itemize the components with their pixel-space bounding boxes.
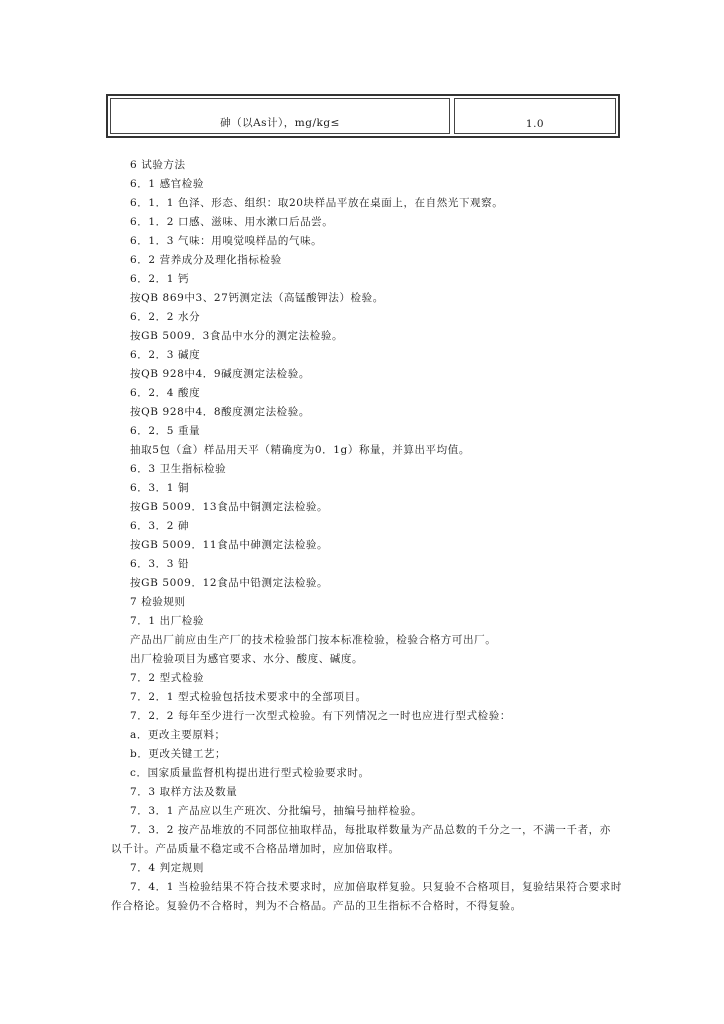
arsenic-limit-value: 1.0 xyxy=(525,118,545,130)
list-item: c．国家质量监督机构提出进行型式检验要求时。 xyxy=(130,767,370,779)
item-heading: 6．2．3 碱度 xyxy=(130,349,201,361)
subsection-heading: 6．3 卫生指标检验 xyxy=(130,463,227,475)
paragraph: 6．1．3 气味：用嗅觉嗅样品的气味。 xyxy=(130,235,323,247)
paragraph: 7．2．2 每年至少进行一次型式检验。有下列情况之一时也应进行型式检验： xyxy=(130,710,511,722)
subsection-heading: 7．1 出厂检验 xyxy=(130,615,204,627)
item-heading: 6．3．1 铜 xyxy=(130,482,190,494)
paragraph: 7．3．2 按产品堆放的不同部位抽取样品，每批取样数量为产品总数的千分之一，不满一千者，亦 xyxy=(130,824,611,836)
paragraph: 按QB 869中3、27钙测定法（高锰酸钾法）检验。 xyxy=(130,292,384,304)
paragraph: 6．1．2 口感、滋味、用水漱口后品尝。 xyxy=(130,216,334,228)
subsection-heading: 6．2 营养成分及理化指标检验 xyxy=(130,254,282,266)
paragraph: 按QB 928中4．8酸度测定法检验。 xyxy=(130,406,310,418)
item-heading: 6．2．5 重量 xyxy=(130,425,201,437)
paragraph: 7．4．1 当检验结果不符合技术要求时，应加倍取样复验。只复验不合格项目，复验结果符合要求时 xyxy=(130,881,622,893)
paragraph: 6．1．1 色泽、形态、组织：取20块样品平放在桌面上，在自然光下观察。 xyxy=(130,197,504,209)
subsection-heading: 6．1 感官检验 xyxy=(130,178,204,190)
paragraph: 7．2．1 型式检验包括技术要求中的全部项目。 xyxy=(130,691,367,703)
list-item: b．更改关键工艺； xyxy=(130,748,227,760)
paragraph: 按GB 5009．3食品中水分的测定法检验。 xyxy=(130,330,344,342)
item-heading: 6．3．3 铅 xyxy=(130,558,190,570)
section-heading: 7 检验规则 xyxy=(130,596,186,608)
arsenic-limit-label: 砷（以As计），mg/kg≤ xyxy=(220,117,340,129)
paragraph: 按QB 928中4．9碱度测定法检验。 xyxy=(130,368,310,380)
item-heading: 6．3．2 砷 xyxy=(130,520,190,532)
paragraph: 7．3．1 产品应以生产班次、分批编号，抽编号抽样检验。 xyxy=(130,805,423,817)
paragraph: 按GB 5009．13食品中铜测定法检验。 xyxy=(130,501,329,513)
subsection-heading: 7．2 型式检验 xyxy=(130,672,204,684)
table-cell-item xyxy=(110,98,450,134)
paragraph-continuation: 作合格论。复验仍不合格时，判为不合格品。产品的卫生指标不合格时，不得复验。 xyxy=(111,900,522,912)
item-heading: 6．2．4 酸度 xyxy=(130,387,201,399)
item-heading: 6．2．2 水分 xyxy=(130,311,201,323)
paragraph: 按GB 5009．11食品中砷测定法检验。 xyxy=(130,539,329,551)
paragraph: 按GB 5009．12食品中铅测定法检验。 xyxy=(130,577,329,589)
paragraph: 出厂检验项目为感官要求、水分、酸度、碱度。 xyxy=(130,653,364,665)
table-cell-value xyxy=(454,98,616,134)
list-item: a．更改主要原料； xyxy=(130,729,226,741)
section-heading: 6 试验方法 xyxy=(130,159,186,171)
subsection-heading: 7．4 判定规则 xyxy=(130,862,204,874)
subsection-heading: 7．3 取样方法及数量 xyxy=(130,786,238,798)
item-heading: 6．2．1 钙 xyxy=(130,273,190,285)
paragraph-continuation: 以千计。产品质量不稳定或不合格品增加时，应加倍取样。 xyxy=(111,843,400,855)
paragraph: 抽取5包（盒）样品用天平（精确度为0．1g）称量，并算出平均值。 xyxy=(130,444,470,456)
limits-table xyxy=(106,94,620,138)
paragraph: 产品出厂前应由生产厂的技术检验部门按本标准检验，检验合格方可出厂。 xyxy=(130,634,497,646)
